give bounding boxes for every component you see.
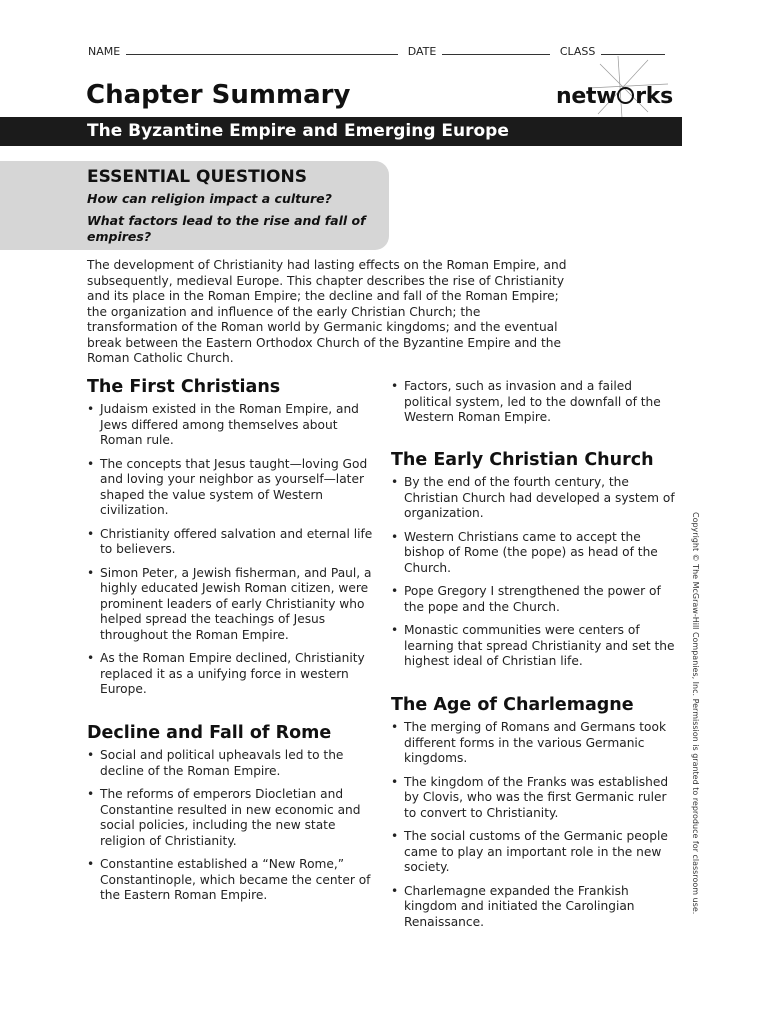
list-item: • The kingdom of the Franks was established by Clovis, who was the first Germanic ruler to convert to Christianity. [391, 775, 681, 822]
copyright-notice: Copyright © The McGraw-Hill Companies, Inc. Permission is granted to reproduce for classroom use. [691, 512, 700, 915]
date-field-line[interactable] [442, 44, 550, 55]
class-label: CLASS [559, 45, 596, 58]
section-first-christians [87, 377, 377, 706]
list-item: • The concepts that Jesus taught—loving God and loving your neighbor as yourself—later shaped the value system of Western civilization. [87, 457, 377, 519]
essential-question-1: How can religion impact a culture? [87, 191, 332, 206]
essential-questions-box [0, 161, 389, 250]
section-heading: The Early Christian Church [391, 450, 654, 470]
networks-logo: netw rks [556, 84, 673, 109]
essential-questions-title: ESSENTIAL QUESTIONS [87, 167, 307, 187]
section-charlemagne [391, 695, 681, 938]
name-field-line[interactable] [126, 44, 398, 55]
intro-paragraph: The development of Christianity had lasting effects on the Roman Empire, and subsequently, medieval Europe. This chapter describes the rise of Christianity and its place in the Roman Empire; the decline and fall of the Roman Empire; the organization and influence of the early Christian Church; the transformation of the Roman world by Germanic kingdoms; and the eventual break between the Eastern Orthodox Church of the Byzantine Empire and the Roman Catholic Church. [87, 258, 567, 365]
list-item: • The merging of Romans and Germans took different forms in the various Germanic kingdoms. [391, 720, 681, 767]
section-heading: The Age of Charlemagne [391, 695, 634, 715]
essential-question-2: What factors lead to the rise and fall of empires? [87, 213, 366, 244]
list-item: • The reforms of emperors Diocletian and Constantine resulted in new economic and social policies, including the new state religion of Christianity. [87, 787, 377, 849]
list-item: • Monastic communities were centers of learning that spread Christianity and set the highest ideal of Christian life. [391, 623, 681, 670]
list-item: • Judaism existed in the Roman Empire, and Jews differed among themselves about Roman rule. [87, 402, 377, 449]
section-decline-rome-continued [391, 379, 681, 434]
logo-o-icon [617, 87, 634, 104]
list-item: • Charlemagne expanded the Frankish kingdom and initiated the Carolingian Renaissance. [391, 884, 681, 931]
section-heading: The First Christians [87, 377, 281, 397]
name-label: NAME [88, 45, 121, 58]
list-item: • Constantine established a “New Rome,” Constantinople, which became the center of the Eastern Roman Empire. [87, 857, 377, 904]
list-item: • The social customs of the Germanic people came to play an important role in the new society. [391, 829, 681, 876]
list-item: • Christianity offered salvation and eternal life to believers. [87, 527, 377, 558]
list-item: • Western Christians came to accept the bishop of Rome (the pope) as head of the Church. [391, 530, 681, 577]
list-item: • Factors, such as invasion and a failed political system, led to the downfall of the Western Roman Empire. [391, 379, 681, 426]
date-label: DATE [407, 45, 437, 58]
list-item: • Simon Peter, a Jewish fisherman, and Paul, a highly educated Jewish Roman citizen, were prominent leaders of early Christianity who helped spread the teachings of Jesus throughout the Roman Empire. [87, 566, 377, 644]
section-heading: Decline and Fall of Rome [87, 723, 332, 743]
section-early-church [391, 450, 681, 678]
page-title: Chapter Summary [86, 80, 351, 110]
section-decline-rome [87, 723, 377, 912]
list-item: • Social and political upheavals led to the decline of the Roman Empire. [87, 748, 377, 779]
chapter-subtitle: The Byzantine Empire and Emerging Europe [87, 121, 509, 141]
list-item: • Pope Gregory I strengthened the power of the pope and the Church. [391, 584, 681, 615]
list-item: • As the Roman Empire declined, Christianity replaced it as a unifying force in western Europe. [87, 651, 377, 698]
list-item: • By the end of the fourth century, the Christian Church had developed a system of organization. [391, 475, 681, 522]
chapter-banner [0, 117, 682, 146]
